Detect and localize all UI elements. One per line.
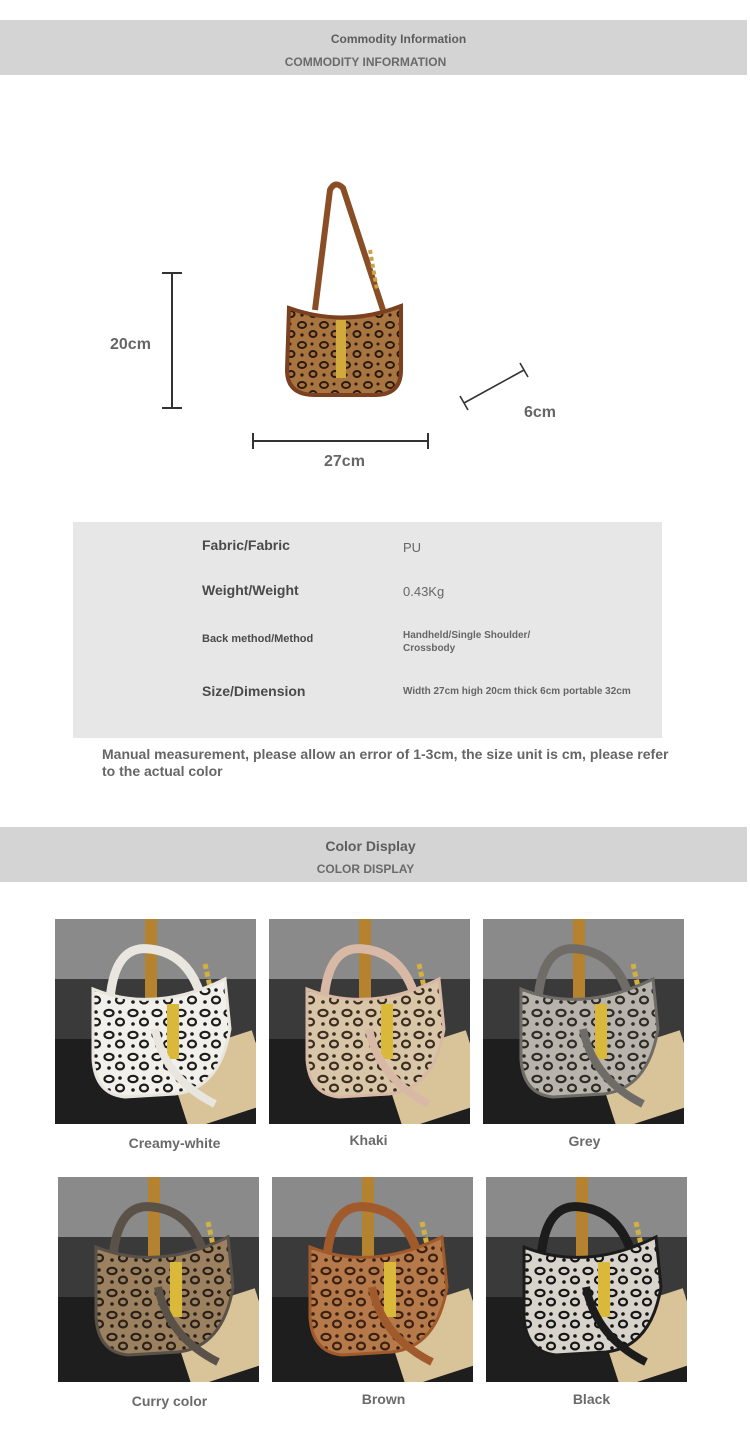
width-cap-right — [427, 433, 429, 449]
bag-photo-2 — [483, 919, 684, 1124]
commodity-info-title: Commodity Information — [330, 32, 467, 46]
commodity-info-subtitle: COMMODITY INFORMATION — [284, 55, 447, 69]
spec-label-fabric: Fabric/Fabric — [202, 537, 290, 553]
color-photo — [58, 1177, 259, 1382]
color-photo — [272, 1177, 473, 1382]
height-line — [171, 273, 173, 408]
color-photo — [55, 919, 256, 1124]
thickness-line — [455, 360, 535, 415]
color-caption: Brown — [361, 1391, 406, 1407]
spec-value-size: Width 27cm high 20cm thick 6cm portable 32cm — [403, 686, 631, 697]
thickness-label: 6cm — [524, 404, 557, 421]
spec-value-fabric: PU — [403, 540, 422, 555]
product-bag-image — [275, 180, 415, 400]
bag-photo-0 — [55, 919, 256, 1124]
spec-table — [73, 522, 662, 738]
color-display-subtitle: COLOR DISPLAY — [316, 862, 415, 876]
color-display-title: Color Display — [325, 838, 416, 854]
spec-label-method: Back method/Method — [202, 633, 314, 645]
color-photo — [486, 1177, 687, 1382]
spec-value-weight: 0.43Kg — [403, 584, 445, 599]
color-caption: Curry color — [131, 1393, 208, 1409]
commodity-info-header — [0, 20, 747, 75]
color-photo — [269, 919, 470, 1124]
height-cap-bottom — [162, 407, 182, 409]
color-caption: Creamy-white — [128, 1135, 221, 1151]
spec-label-size: Size/Dimension — [202, 683, 306, 699]
measurement-note: Manual measurement, please allow an error of 1-3cm, the size unit is cm, please refer to the actual color — [102, 746, 669, 779]
bag-photo-1 — [269, 919, 470, 1124]
spec-label-weight: Weight/Weight — [202, 582, 299, 598]
color-caption: Black — [572, 1391, 611, 1407]
spec-value-method: Handheld/Single Shoulder/ Crossbody — [403, 630, 531, 654]
color-photo — [483, 919, 684, 1124]
width-cap-left — [252, 433, 254, 449]
color-caption: Grey — [568, 1133, 601, 1149]
width-line — [253, 440, 428, 442]
width-label: 27cm — [324, 453, 365, 470]
bag-photo-5 — [486, 1177, 687, 1382]
color-display-header — [0, 827, 747, 882]
height-cap-top — [162, 272, 182, 274]
height-label: 20cm — [110, 336, 151, 353]
bag-photo-4 — [272, 1177, 473, 1382]
bag-photo-3 — [58, 1177, 259, 1382]
color-caption: Khaki — [349, 1132, 388, 1148]
